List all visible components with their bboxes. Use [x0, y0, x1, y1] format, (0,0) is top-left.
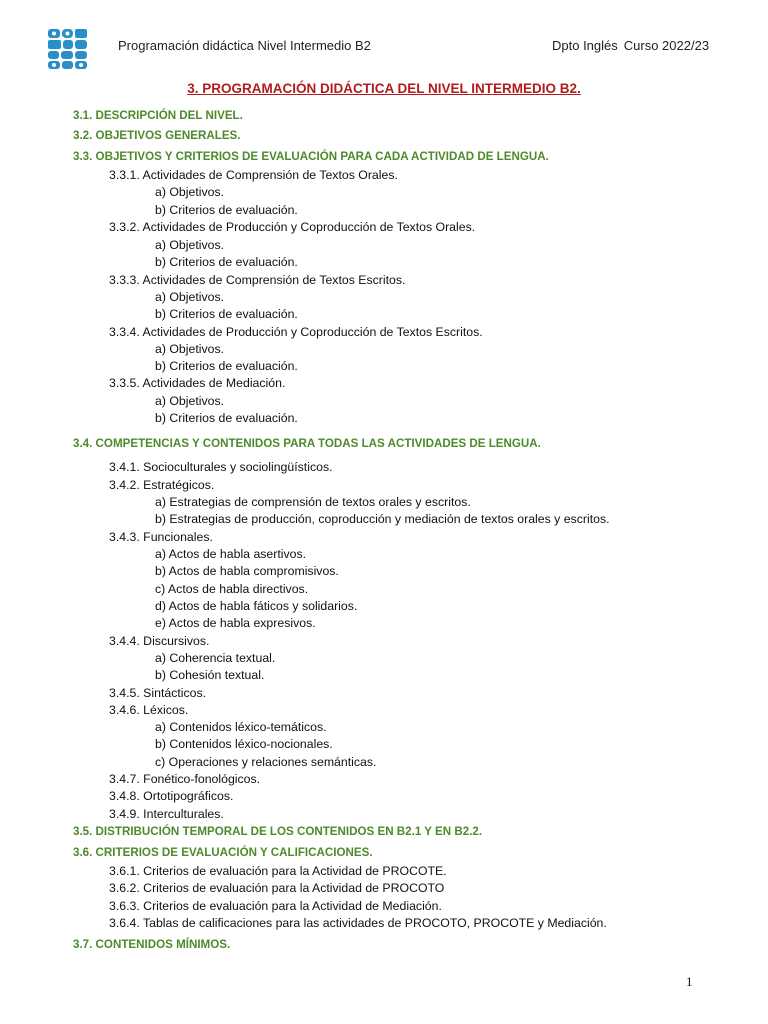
toc-subitem: a) Objetivos. — [155, 342, 225, 356]
toc-subsection: 3.4.1. Socioculturales y sociolingüísticos. — [109, 460, 333, 474]
toc-subitem: e) Actos de habla expresivos. — [155, 616, 316, 630]
toc-subsection: 3.4.8. Ortotipográficos. — [109, 789, 234, 803]
toc-subitem: a) Objetivos. — [155, 238, 225, 252]
page-number: 1 — [686, 974, 693, 989]
toc-subitem: a) Objetivos. — [155, 185, 225, 199]
toc-subitem: b) Criterios de evaluación. — [155, 203, 298, 217]
toc-subsection: 3.6.4. Tablas de calificaciones para las actividades de PROCOTO, PROCOTE y Mediación. — [109, 916, 607, 930]
toc-subsection: 3.3.2. Actividades de Producción y Coproducción de Textos Orales. — [109, 220, 476, 234]
toc-subitem: a) Contenidos léxico-temáticos. — [155, 720, 327, 734]
toc-subsection: 3.4.5. Sintácticos. — [109, 686, 207, 700]
toc-subsection: 3.4.4. Discursivos. — [109, 634, 210, 648]
toc-subitem: a) Objetivos. — [155, 394, 225, 408]
toc-subitem: c) Operaciones y relaciones semánticas. — [155, 755, 377, 769]
toc-subitem: a) Objetivos. — [155, 290, 225, 304]
toc-subsection: 3.4.6. Léxicos. — [109, 703, 189, 717]
toc-section-heading: 3.5. DISTRIBUCIÓN TEMPORAL DE LOS CONTENIDOS EN B2.1 Y EN B2.2. — [73, 825, 483, 838]
toc-subsection: 3.4.2. Estratégicos. — [109, 478, 215, 492]
toc-subsection: 3.3.4. Actividades de Producción y Coproducción de Textos Escritos. — [109, 325, 483, 339]
toc-subitem: b) Criterios de evaluación. — [155, 255, 298, 269]
toc-section-heading: 3.3. OBJETIVOS Y CRITERIOS DE EVALUACIÓN PARA CADA ACTIVIDAD DE LENGUA. — [73, 150, 549, 163]
toc-subitem: b) Criterios de evaluación. — [155, 307, 298, 321]
header-course: Curso 2022/23 — [623, 38, 710, 53]
toc-subitem: b) Contenidos léxico-nocionales. — [155, 737, 333, 751]
toc-section-heading: 3.6. CRITERIOS DE EVALUACIÓN Y CALIFICACIONES. — [73, 846, 373, 859]
header-department: Dpto Inglés — [552, 38, 618, 53]
toc-subitem: a) Estrategias de comprensión de textos orales y escritos. — [155, 495, 471, 509]
toc-subsection: 3.6.1. Criterios de evaluación para la Actividad de PROCOTE. — [109, 864, 447, 878]
toc-subitem: a) Coherencia textual. — [155, 651, 276, 665]
toc-subitem: a) Actos de habla asertivos. — [155, 547, 307, 561]
header-document-title: Programación didáctica Nivel Intermedio B2 — [118, 38, 371, 53]
toc-subitem: b) Criterios de evaluación. — [155, 411, 298, 425]
toc-section-heading: 3.7. CONTENIDOS MÍNIMOS. — [73, 938, 231, 951]
toc-subsection: 3.6.2. Criterios de evaluación para la Actividad de PROCOTO — [109, 881, 445, 895]
toc-subsection: 3.3.5. Actividades de Mediación. — [109, 376, 286, 390]
toc-subsection: 3.4.9. Interculturales. — [109, 807, 224, 821]
toc-subitem: d) Actos de habla fáticos y solidarios. — [155, 599, 358, 613]
toc-section-heading: 3.4. COMPETENCIAS Y CONTENIDOS PARA TODAS LAS ACTIVIDADES DE LENGUA. — [73, 437, 541, 450]
toc-subsection: 3.4.3. Funcionales. — [109, 530, 213, 544]
toc-section-heading: 3.2. OBJETIVOS GENERALES. — [73, 129, 241, 142]
toc-subitem: b) Actos de habla compromisivos. — [155, 564, 339, 578]
toc-subsection: 3.4.7. Fonético-fonológicos. — [109, 772, 261, 786]
toc-subsection: 3.3.3. Actividades de Comprensión de Textos Escritos. — [109, 273, 406, 287]
toc-subitem: c) Actos de habla directivos. — [155, 582, 309, 596]
toc-subitem: b) Criterios de evaluación. — [155, 359, 298, 373]
toc-subsection: 3.6.3. Criterios de evaluación para la Actividad de Mediación. — [109, 899, 442, 913]
toc-subitem: b) Cohesión textual. — [155, 668, 265, 682]
toc-section-heading: 3.1. DESCRIPCIÓN DEL NIVEL. — [73, 109, 243, 122]
toc-subitem: b) Estrategias de producción, coproducción y mediación de textos orales y escritos. — [155, 512, 610, 526]
toc-subsection: 3.3.1. Actividades de Comprensión de Textos Orales. — [109, 168, 398, 182]
page-title: 3. PROGRAMACIÓN DIDÁCTICA DEL NIVEL INTERMEDIO B2. — [187, 81, 581, 96]
